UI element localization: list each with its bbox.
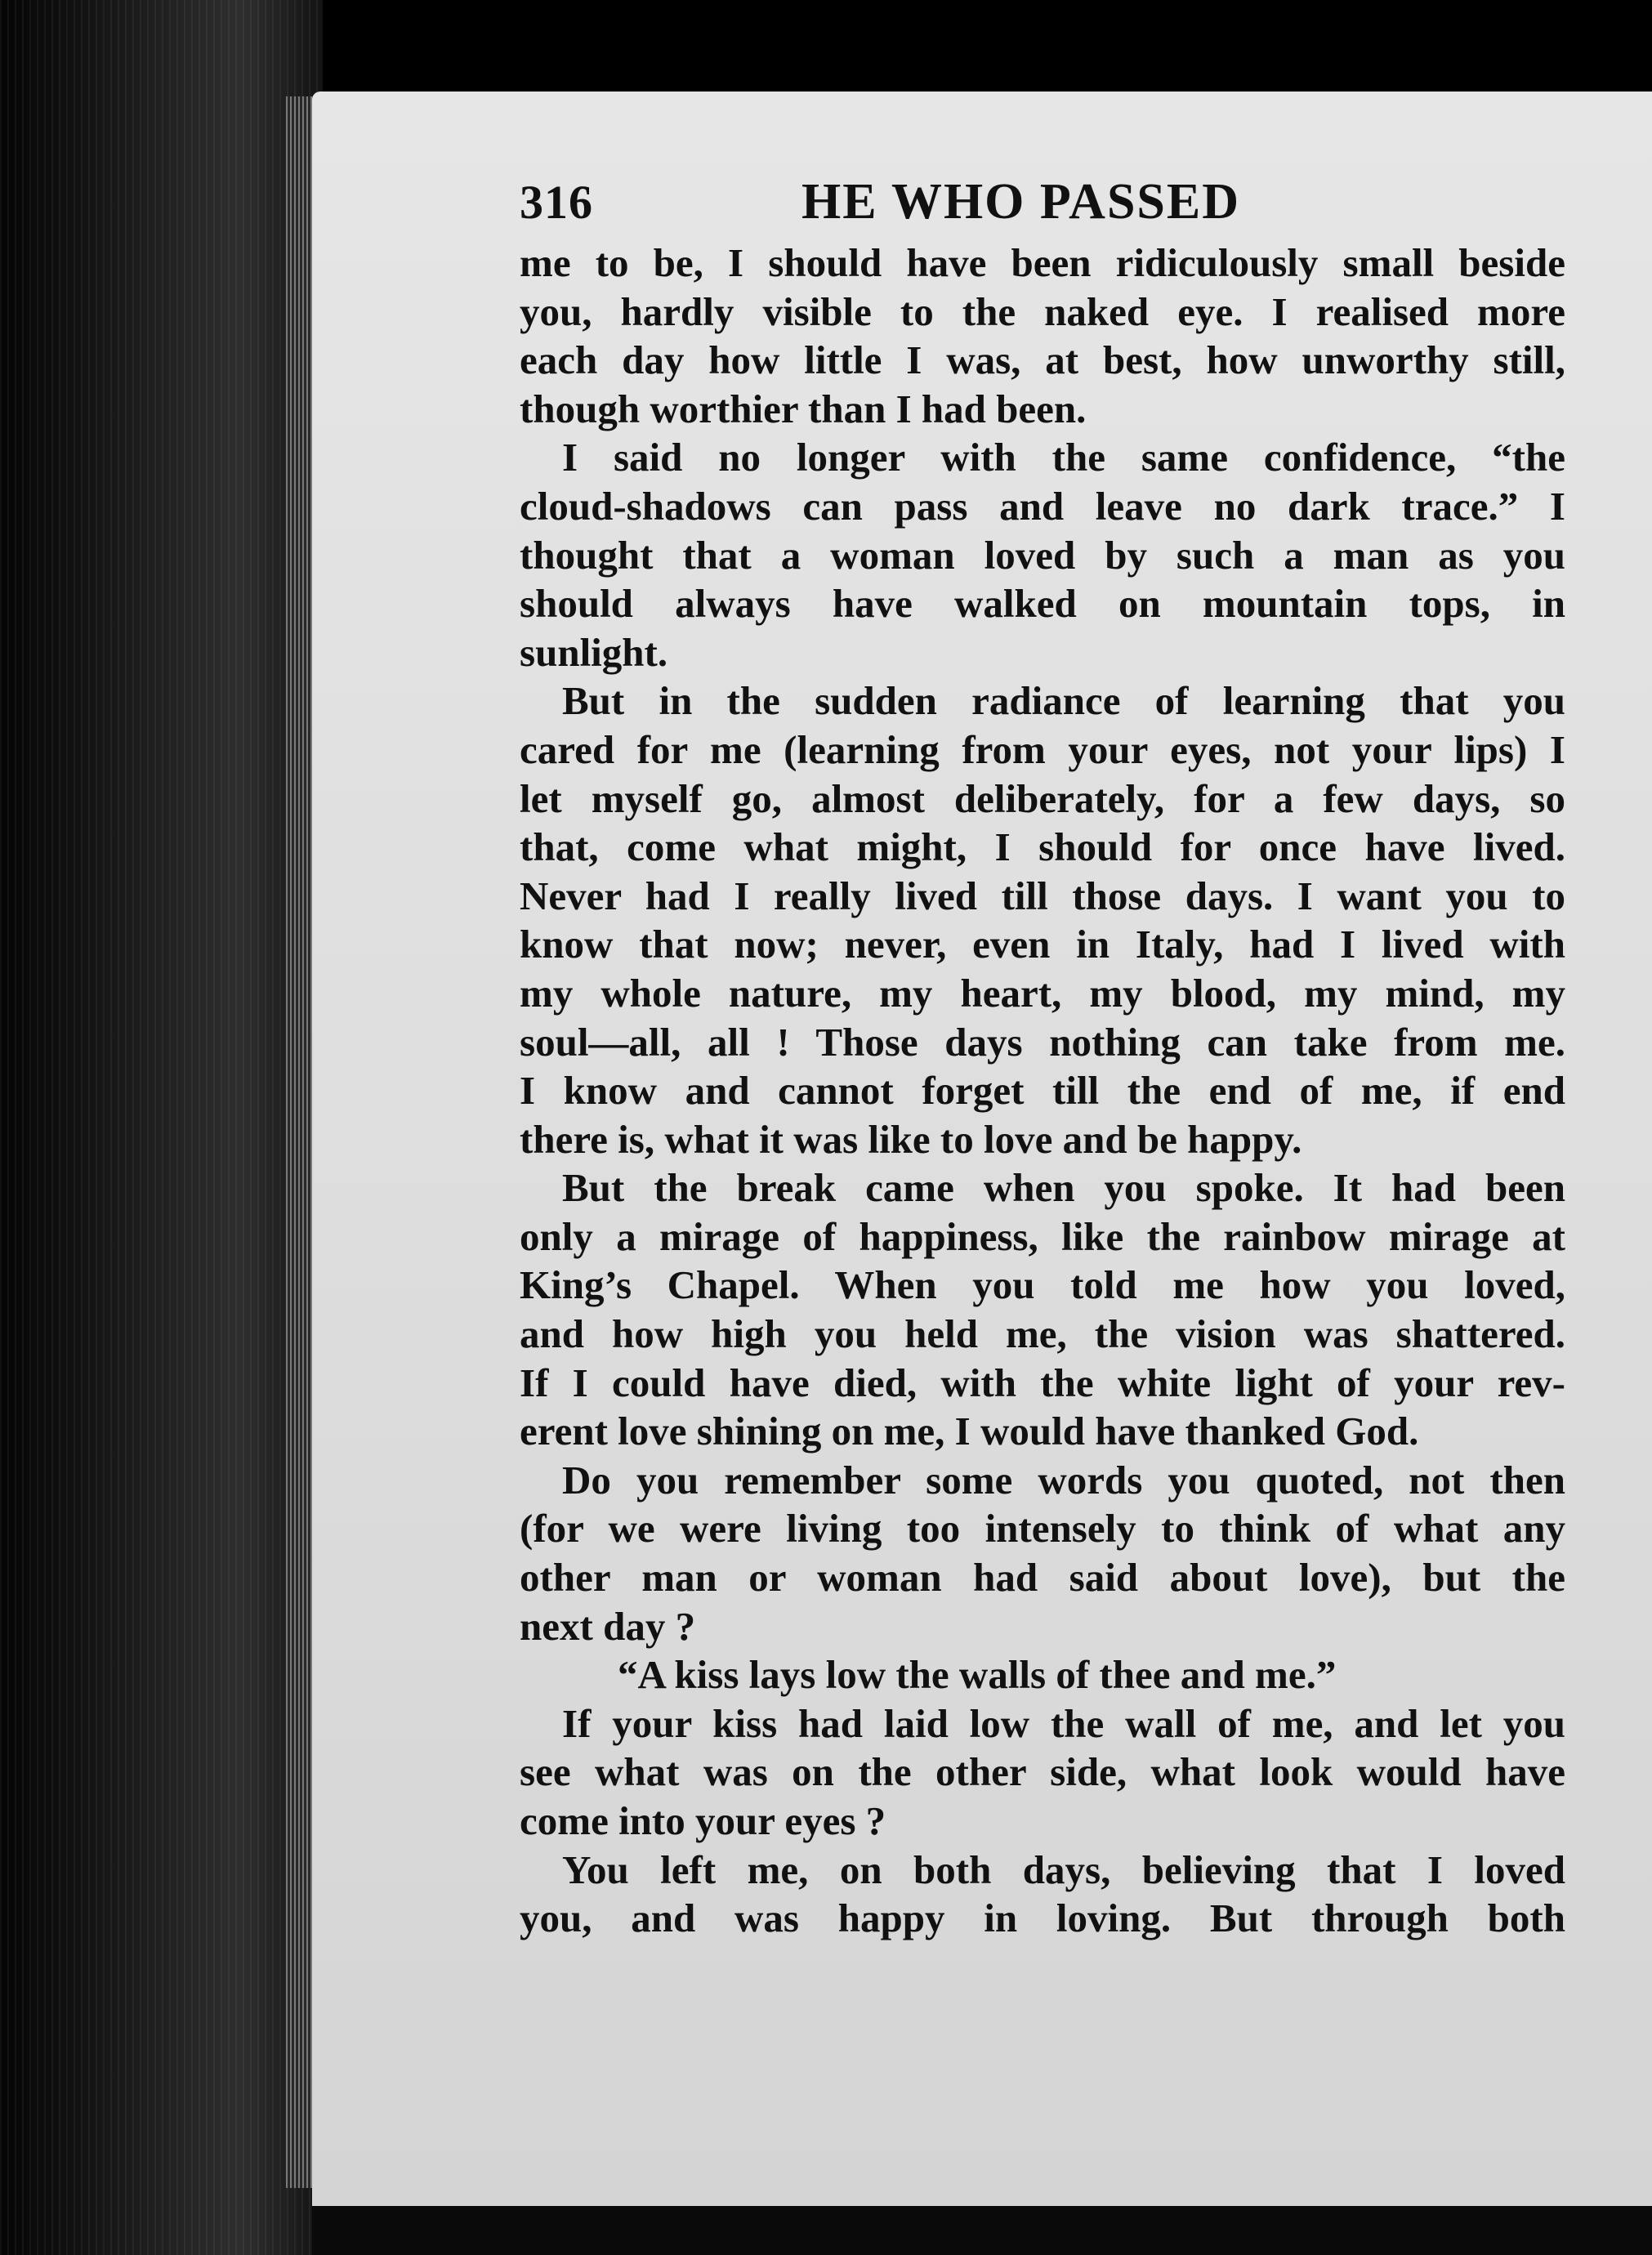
text-line: Never had I really lived till those days. I want you to (520, 873, 1565, 918)
page-content (520, 165, 1565, 1943)
text-line: there is, what it was like to love and be happy. (520, 1116, 1302, 1162)
text-line: Do you remember some words you quoted, not then (562, 1457, 1565, 1503)
text-line: you, hardly visible to the naked eye. I realised more (520, 288, 1565, 334)
text-line: If your kiss had laid low the wall of me, and let you (562, 1700, 1565, 1746)
text-line: next day ? (520, 1603, 696, 1649)
text-line: me to be, I should have been ridiculously small beside (520, 240, 1565, 285)
text-line: other man or woman had said about love), but the (520, 1555, 1565, 1601)
text-line: You left me, on both days, believing that I loved (562, 1846, 1565, 1892)
text-line: thought that a woman loved by such a man as you (520, 532, 1565, 578)
text-line: each day how little I was, at best, how unworthy still, (520, 337, 1565, 383)
page-bottom-shadow (312, 2206, 1652, 2255)
text-line: soul—all, all ! Those days nothing can take from me. (520, 1019, 1565, 1065)
text-line: sunlight. (520, 629, 668, 675)
text-line: But the break came when you spoke. It had been (562, 1165, 1565, 1211)
book-binding (0, 0, 323, 2255)
text-line: see what was on the other side, what look would have (520, 1749, 1565, 1795)
text-line: should always have walked on mountain tops, in (520, 581, 1565, 627)
text-line: you, and was happy in loving. But through both (520, 1896, 1565, 1941)
page-number: 316 (520, 176, 593, 229)
text-line: erent love shining on me, I would have thanked God. (520, 1409, 1419, 1454)
text-line: and how high you held me, the vision was shattered. (520, 1311, 1565, 1357)
text-line: let myself go, almost deliberately, for a few days, so (520, 775, 1565, 821)
text-line: come into your eyes ? (520, 1798, 886, 1843)
text-line: King’s Chapel. When you told me how you loved, (520, 1262, 1565, 1308)
text-line: though worthier than I had been. (520, 386, 1087, 431)
running-title: HE WHO PASSED (801, 174, 1241, 230)
text-line: But in the sudden radiance of learning that you (562, 678, 1565, 724)
text-line: I said no longer with the same confidence, “the (562, 435, 1565, 480)
body-text (520, 239, 1565, 1943)
page-header (520, 165, 1565, 239)
text-line: that, come what might, I should for once have lived. (520, 824, 1565, 870)
text-line: only a mirage of happiness, like the rainbow mirage at (520, 1213, 1565, 1259)
text-line: If I could have died, with the white light of your rev- (520, 1360, 1565, 1405)
text-line: cloud-shadows can pass and leave no dark trace.” I (520, 483, 1565, 529)
text-line: cared for me (learning from your eyes, not your lips) I (520, 726, 1565, 772)
text-line: know that now; never, even in Italy, had I lived with (520, 922, 1565, 967)
text-line: (for we were living too intensely to think of what any (520, 1506, 1565, 1552)
text-line: my whole nature, my heart, my blood, my mind, my (520, 970, 1565, 1016)
text-line: I know and cannot forget till the end of me, if end (520, 1068, 1565, 1114)
quotation-line: “A kiss lays low the walls of thee and me.” (618, 1652, 1337, 1698)
